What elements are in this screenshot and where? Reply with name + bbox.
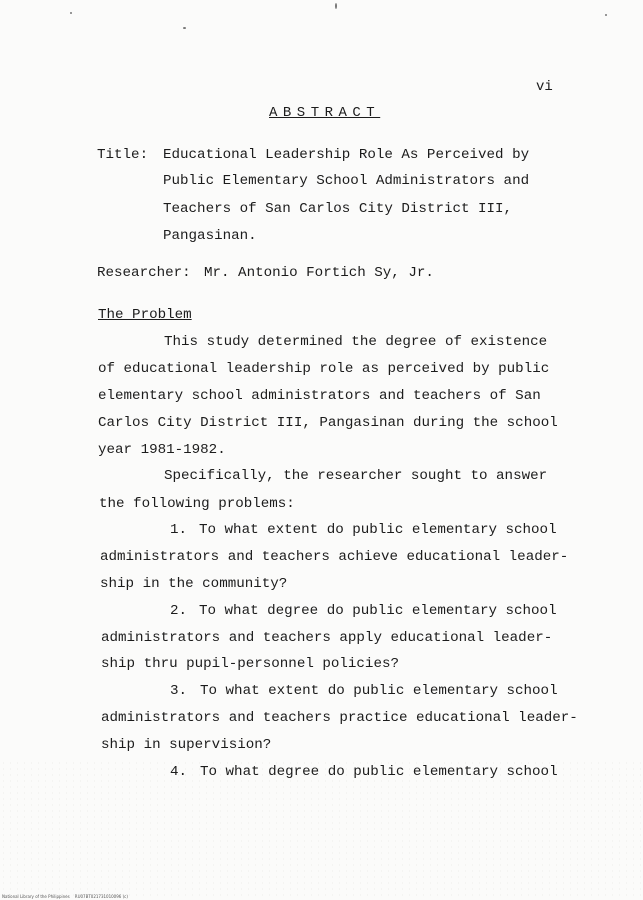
problem-line: ship in supervision? xyxy=(101,737,272,753)
problem-line: ship thru pupil-personnel policies? xyxy=(101,656,399,672)
page-number: vi xyxy=(536,79,553,95)
problem-line: To what degree do public elementary school xyxy=(199,603,557,619)
researcher-name: Mr. Antonio Fortich Sy, Jr. xyxy=(204,265,434,281)
scan-speck xyxy=(335,3,337,9)
problem-number: 4. xyxy=(170,764,188,780)
section-heading: The Problem xyxy=(98,307,192,323)
paragraph-line: elementary school administrators and teachers of San xyxy=(98,388,541,404)
title-line: Educational Leadership Role As Perceived by xyxy=(163,147,530,163)
problem-line: administrators and teachers apply educational leader- xyxy=(101,630,553,646)
problem-line: ship in the community? xyxy=(100,576,288,592)
title-label: Title: xyxy=(97,147,149,163)
problem-number: 2. xyxy=(170,603,188,619)
paragraph-line: the following problems: xyxy=(99,496,295,512)
paragraph-line: This study determined the degree of existence xyxy=(164,334,548,350)
paragraph-line: Carlos City District III, Pangasinan during the school xyxy=(98,415,558,431)
problem-line: To what degree do public elementary school xyxy=(200,764,558,780)
problem-line: administrators and teachers achieve educational leader- xyxy=(100,549,569,565)
problem-line: To what extent do public elementary school xyxy=(199,522,557,538)
abstract-heading: ABSTRACT xyxy=(269,105,381,121)
scan-noise xyxy=(0,760,643,900)
problem-line: administrators and teachers practice educational leader- xyxy=(101,710,578,726)
scan-speck xyxy=(70,12,72,14)
paragraph-line: Specifically, the researcher sought to answer xyxy=(164,468,548,484)
problem-number: 1. xyxy=(170,522,188,538)
title-line: Teachers of San Carlos City District III, xyxy=(163,201,513,217)
paragraph-line: year 1981-1982. xyxy=(98,442,226,458)
title-line: Public Elementary School Administrators and xyxy=(163,173,530,189)
scan-speck xyxy=(605,14,607,16)
problem-line: To what extent do public elementary school xyxy=(200,683,558,699)
library-footer: National Library of the Philippines RU07BT021731010096 (c) xyxy=(2,894,128,899)
problem-number: 3. xyxy=(170,683,188,699)
title-line: Pangasinan. xyxy=(163,228,257,244)
paragraph-line: of educational leadership role as perceived by public xyxy=(98,361,550,377)
scan-speck xyxy=(183,27,186,29)
researcher-label: Researcher: xyxy=(97,265,191,281)
